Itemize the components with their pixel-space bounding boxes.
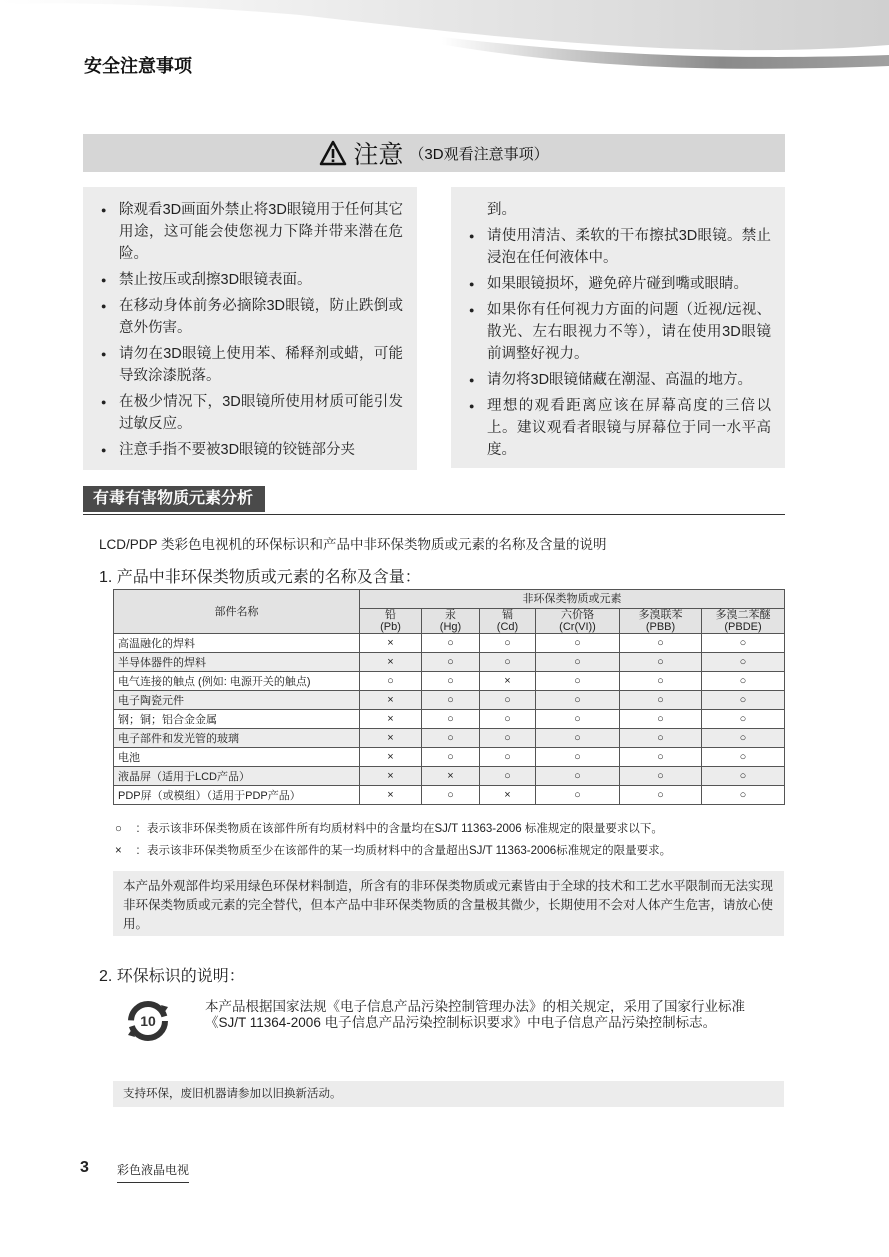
part-name-cell: 电子陶瓷元件 <box>114 691 360 710</box>
substance-value-cell: ○ <box>480 767 536 786</box>
substance-value-cell: ○ <box>702 710 785 729</box>
table-row <box>114 729 785 748</box>
substance-value-cell: ○ <box>360 672 422 691</box>
substance-value-cell: ○ <box>422 729 480 748</box>
substance-header: 六价铬 (Cr(VI)) <box>536 609 620 634</box>
caution-item: ● 如果你有任何视力方面的问题（近视/远视、散光、左右眼视力不等），请在使用3D眼镜前调整好视力。 <box>469 299 771 365</box>
substance-value-cell: ○ <box>620 767 702 786</box>
substance-value-cell: ○ <box>702 729 785 748</box>
substance-value-cell: ○ <box>536 672 620 691</box>
warning-triangle-icon <box>319 140 347 166</box>
substance-value-cell: ○ <box>480 634 536 653</box>
section-divider <box>83 514 785 515</box>
caution-item: ● 请勿在3D眼镜上使用苯、稀释剂或蜡，可能导致涂漆脱落。 <box>101 343 403 387</box>
page-number: 3 <box>80 1159 89 1176</box>
substance-value-cell: ○ <box>702 786 785 805</box>
eco-label-description: 本产品根据国家法规《电子信息产品污染控制管理办法》的相关规定，采用了国家行业标准《SJ/T 11364-2006 电子信息产品污染控制标识要求》中电子信息产品污染控制标志。 <box>205 999 745 1030</box>
subheading-eco-label: 2. 环保标识的说明： <box>99 968 245 985</box>
legend-text: 表示该非环保类物质至少在该部件的某一均质材料中的含量超出SJ/T 11363-2006标准规定的限量要求。 <box>147 845 672 857</box>
table-row <box>114 672 785 691</box>
substance-value-cell: ○ <box>536 691 620 710</box>
substance-value-cell: ○ <box>620 634 702 653</box>
part-name-cell: 电气连接的触点 (例如: 电源开关的触点) <box>114 672 360 691</box>
substance-value-cell: ○ <box>480 729 536 748</box>
substance-value-cell: ○ <box>422 672 480 691</box>
legend-symbol: × <box>115 845 122 857</box>
substance-header: 多溴二苯醚 (PBDE) <box>702 609 785 634</box>
substance-value-cell: ○ <box>536 786 620 805</box>
substance-value-cell: × <box>360 653 422 672</box>
substance-value-cell: ○ <box>620 691 702 710</box>
caution-title: 注意 <box>353 141 404 169</box>
substance-value-cell: × <box>480 672 536 691</box>
caution-item: ● 如果眼镜损坏，避免碎片碰到嘴或眼睛。 <box>469 273 771 295</box>
caution-item: ● 注意手指不要被3D眼镜的铰链部分夹 <box>101 439 403 461</box>
substance-value-cell: ○ <box>422 748 480 767</box>
substance-value-cell: ○ <box>620 672 702 691</box>
page-title: 安全注意事项 <box>84 56 192 76</box>
subheading-substances: 1. 产品中非环保类物质或元素的名称及含量： <box>99 569 421 586</box>
substance-value-cell: ○ <box>422 634 480 653</box>
substance-value-cell: × <box>360 786 422 805</box>
substance-value-cell: × <box>360 710 422 729</box>
legend-circle: ○ : 表示该非环保类物质在该部件所有均质材料中的含量均在SJ/T 11363-2006 标准规定的限量要求以下。 <box>115 823 663 835</box>
substance-group-header: 非环保类物质或元素 <box>360 590 785 609</box>
part-name-cell: 电池 <box>114 748 360 767</box>
part-name-cell: 半导体器件的焊料 <box>114 653 360 672</box>
substance-value-cell: ○ <box>480 710 536 729</box>
substance-value-cell: ○ <box>422 786 480 805</box>
notice-box: 本产品外观部件均采用绿色环保材料制造，所含有的非环保类物质或元素皆由于全球的技术和工艺水平限制而无法实现非环保类物质或元素的完全替代，但本产品中非环保类物质的含量极其微少，长期使用不会对人体产生危害，请放心使用。 <box>113 871 784 936</box>
substance-value-cell: ○ <box>480 748 536 767</box>
eco-10-logo-icon <box>124 997 172 1045</box>
part-name-cell: 液晶屏（适用于LCD产品） <box>114 767 360 786</box>
substance-value-cell: ○ <box>620 748 702 767</box>
table-row <box>114 710 785 729</box>
substance-value-cell: × <box>422 767 480 786</box>
caution-item: ● 请勿将3D眼镜储藏在潮湿、高温的地方。 <box>469 369 771 391</box>
substance-value-cell: ○ <box>422 653 480 672</box>
svg-text:10: 10 <box>140 1013 156 1029</box>
caution-item: ● 禁止按压或刮擦3D眼镜表面。 <box>101 269 403 291</box>
substance-value-cell: ○ <box>702 691 785 710</box>
caution-item: ● 除观看3D画面外禁止将3D眼镜用于任何其它用途，这可能会使您视力下降并带来潜在危险。 <box>101 199 403 265</box>
legend-text: 表示该非环保类物质在该部件所有均质材料中的含量均在SJ/T 11363-2006 标准规定的限量要求以下。 <box>147 823 663 835</box>
part-header: 部件名称 <box>114 590 360 634</box>
caution-item-continued: 到。 <box>487 202 516 218</box>
caution-item: ● 在极少情况下，3D眼镜所使用材质可能引发过敏反应。 <box>101 391 403 435</box>
substance-value-cell: ○ <box>480 653 536 672</box>
substance-value-cell: ○ <box>422 710 480 729</box>
substance-value-cell: ○ <box>480 691 536 710</box>
table-row <box>114 634 785 653</box>
substance-value-cell: ○ <box>620 786 702 805</box>
legend-cross: × : 表示该非环保类物质至少在该部件的某一均质材料中的含量超出SJ/T 11363-2006标准规定的限量要求。 <box>115 845 672 857</box>
section-intro: LCD/PDP 类彩色电视机的环保标识和产品中非环保类物质或元素的名称及含量的说明 <box>99 537 607 552</box>
caution-list-right <box>451 187 785 468</box>
caution-subtitle: （3D观看注意事项） <box>409 145 549 163</box>
caution-banner <box>83 134 785 172</box>
support-note: 支持环保，废旧机器请参加以旧换新活动。 <box>113 1081 784 1107</box>
table-row <box>114 691 785 710</box>
caution-item: ● 请使用清洁、柔软的干布擦拭3D眼镜。禁止浸泡在任何液体中。 <box>469 225 771 269</box>
substance-value-cell: ○ <box>702 748 785 767</box>
substance-header: 铅 (Pb) <box>360 609 422 634</box>
part-name-cell: 高温融化的焊料 <box>114 634 360 653</box>
substance-value-cell: × <box>360 634 422 653</box>
footer-label: 彩色液晶电视 <box>117 1161 189 1183</box>
substance-value-cell: ○ <box>702 672 785 691</box>
substance-value-cell: × <box>360 767 422 786</box>
caution-list-left <box>83 187 417 470</box>
table-row <box>114 748 785 767</box>
substance-header: 多溴联苯 (PBB) <box>620 609 702 634</box>
table-row <box>114 786 785 805</box>
substance-value-cell: ○ <box>536 729 620 748</box>
substance-value-cell: ○ <box>422 691 480 710</box>
substance-value-cell: ○ <box>536 710 620 729</box>
substance-value-cell: ○ <box>536 748 620 767</box>
substance-value-cell: × <box>360 748 422 767</box>
substance-value-cell: × <box>480 786 536 805</box>
substance-value-cell: ○ <box>702 634 785 653</box>
caution-item: ● 在移动身体前务必摘除3D眼镜，防止跌倒或意外伤害。 <box>101 295 403 339</box>
part-name-cell: 钢；铜；铝合金金属 <box>114 710 360 729</box>
substance-value-cell: ○ <box>620 653 702 672</box>
substance-value-cell: × <box>360 729 422 748</box>
substance-header: 镉 (Cd) <box>480 609 536 634</box>
table-row <box>114 767 785 786</box>
substance-header: 汞 (Hg) <box>422 609 480 634</box>
substance-value-cell: ○ <box>536 767 620 786</box>
substance-value-cell: ○ <box>702 767 785 786</box>
legend-symbol: ○ <box>115 823 122 835</box>
substance-value-cell: ○ <box>620 710 702 729</box>
substance-table <box>113 589 785 805</box>
part-name-cell: 电子部件和发光管的玻璃 <box>114 729 360 748</box>
caution-item: ● 理想的观看距离应该在屏幕高度的三倍以上。建议观看者眼镜与屏幕位于同一水平高度。 <box>469 395 771 461</box>
substance-value-cell: ○ <box>702 653 785 672</box>
part-name-cell: PDP屏（或模组）（适用于PDP产品） <box>114 786 360 805</box>
section-heading: 有毒有害物质元素分析 <box>83 486 265 512</box>
substance-value-cell: × <box>360 691 422 710</box>
substance-value-cell: ○ <box>536 653 620 672</box>
substance-value-cell: ○ <box>536 634 620 653</box>
substance-value-cell: ○ <box>620 729 702 748</box>
table-row <box>114 653 785 672</box>
